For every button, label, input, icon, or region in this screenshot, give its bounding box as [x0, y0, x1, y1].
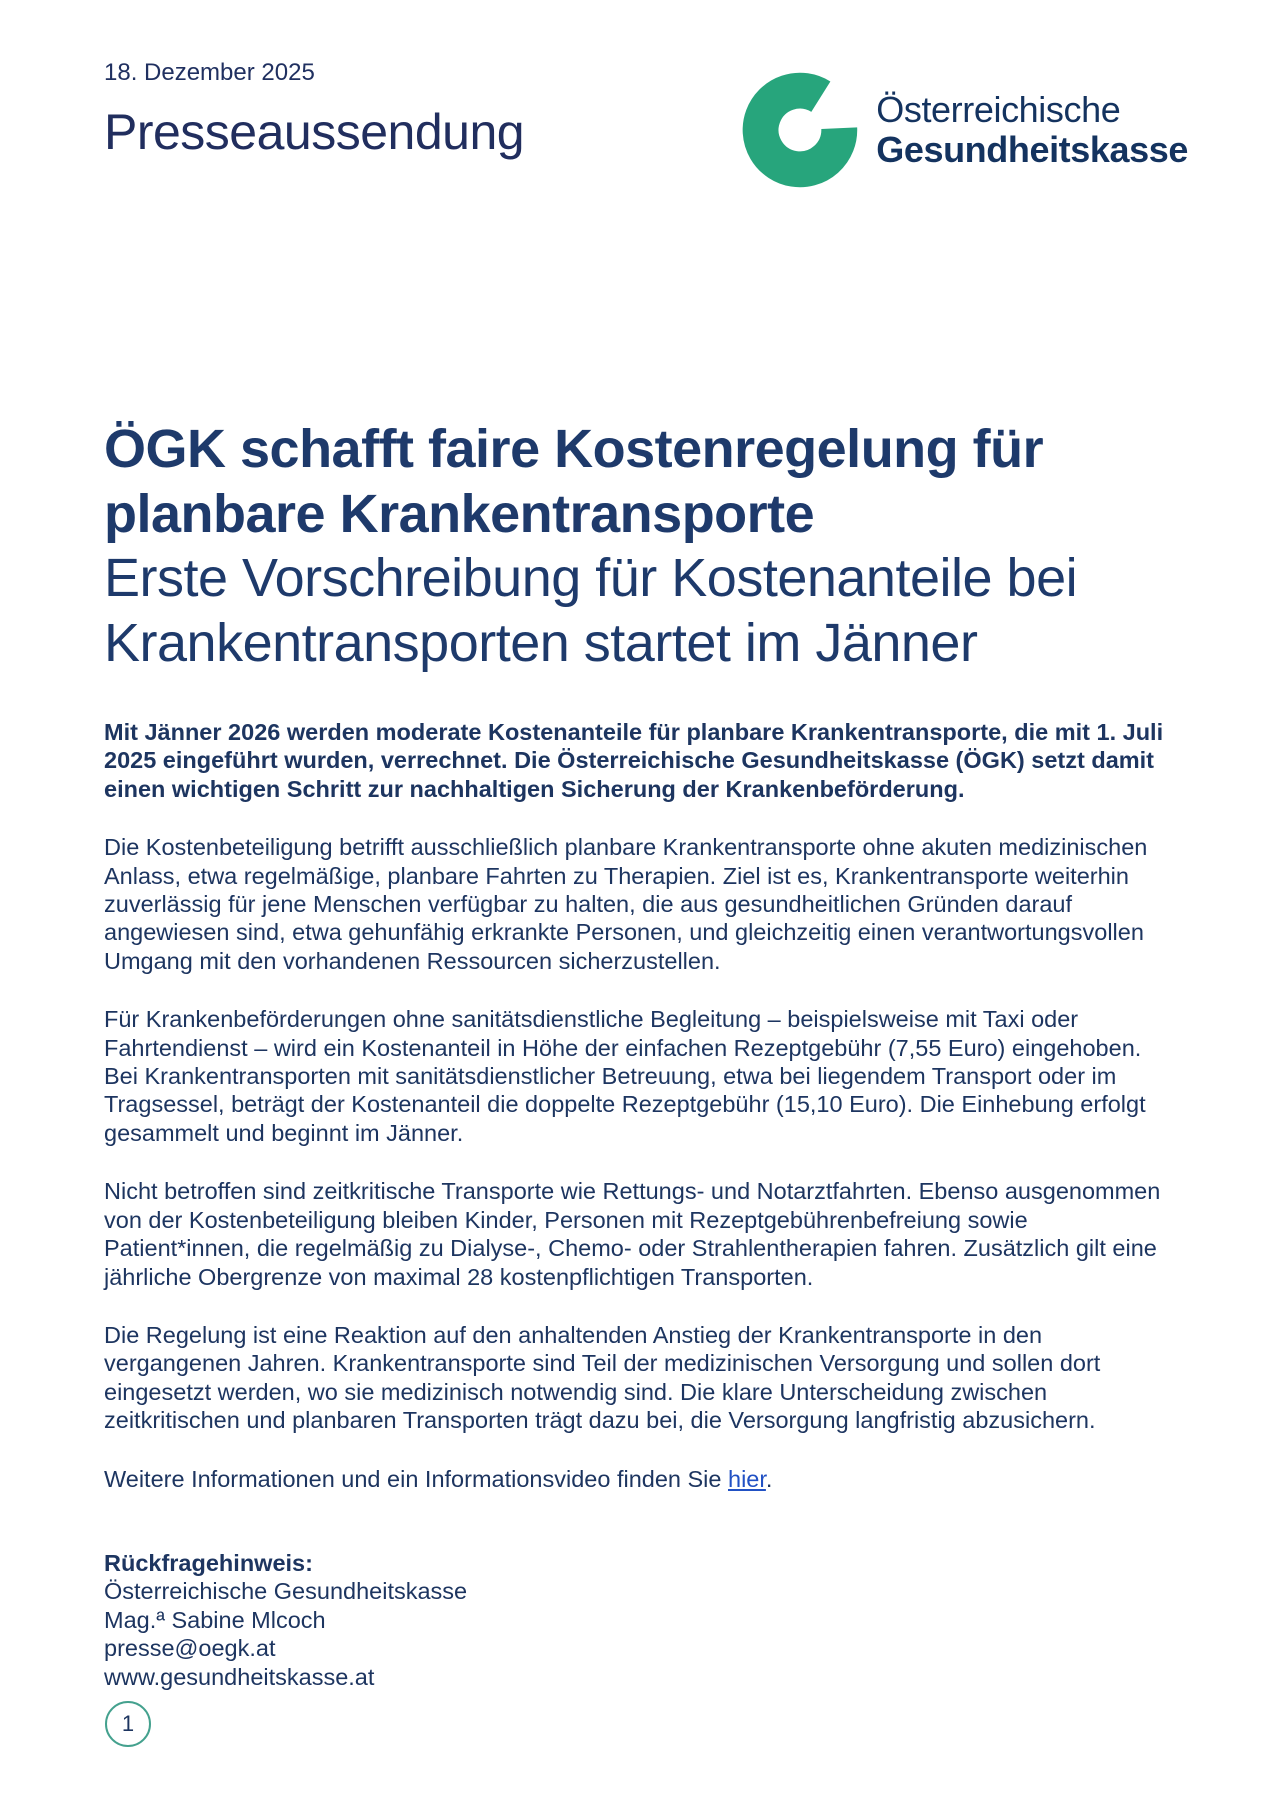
release-date: 18. Dezember 2025	[104, 59, 315, 86]
contact-block	[104, 1549, 1174, 1691]
body-paragraph-4: Die Regelung ist eine Reaktion auf den anhaltenden Anstieg der Krankentransporte in den vergangenen Jahren. Krankentransporte sind Teil der medizinischen Versorgung und sollen dort eingesetzt werden, wo sie medizinisch notwendig sind. Die klare Unterscheidung zwischen zeitkritischen und planbaren Transporten trägt dazu bei, die Versorgung langfristig abzusichern.	[104, 1321, 1101, 1434]
page-header	[104, 56, 1188, 189]
headline-title: ÖGK schafft faire Kostenregelung für planbare Krankentransporte	[104, 419, 1044, 544]
info-link-suffix: .	[765, 1465, 773, 1492]
contact-person: Mag.ª Sabine Mlcoch	[104, 1606, 326, 1633]
body-paragraph-3: Nicht betroffen sind zeitkritische Transporte wie Rettungs- und Notarztfahrten. Ebenso ausgenommen von der Kostenbeteiligung bleiben Kinder, Personen mit Rezeptgebührenbefreiung sowie Patient*innen, die regelmäßig zu Dialyse-, Chemo- oder Strahlentherapien fahren. Zusätzlich gilt eine jährliche Obergrenze von maximal 28 kostenpflichtigen Transporten.	[104, 1178, 1161, 1290]
page-number: 1	[121, 1710, 135, 1736]
header-left	[104, 56, 524, 160]
contact-heading: Rückfragehinweis:	[104, 1549, 313, 1576]
org-name-line2: Gesundheitskasse	[876, 129, 1188, 170]
body-paragraph-2: Für Krankenbeförderungen ohne sanitätsdienstliche Begleitung – beispielsweise mit Taxi oder Fahrtendienst – wird ein Kostenanteil in Höhe der einfachen Rezeptgebühr (7,55 Euro) eingehoben. Bei Krankentransporten mit sanitätsdienstlicher Betreuung, etwa bei liegendem Transport oder im Tragsessel, beträgt der Kostenanteil die doppelte Rezeptgebühr (15,10 Euro). Die Einhebung erfolgt gesammelt und beginnt im Jänner.	[104, 1006, 1146, 1146]
org-name-line1: Österreichische	[876, 89, 1121, 130]
document-type-title: Presseaussendung	[104, 104, 525, 160]
oegk-logo	[738, 71, 1188, 189]
info-link-prefix: Weitere Informationen und ein Informationsvideo finden Sie	[104, 1465, 728, 1492]
contact-organization: Österreichische Gesundheitskasse	[104, 1578, 468, 1605]
oegk-logo-wordmark	[876, 90, 1188, 170]
page-number-badge	[105, 1701, 151, 1747]
lead-paragraph: Mit Jänner 2026 werden moderate Kostenanteile für planbare Krankentransporte, die mit 1. Juli 2025 eingeführt wurden, verrechnet. Die Österreichische Gesundheitskasse (ÖGK) setzt damit einen wichtigen Schritt zur nachhaltigen Sicherung der Krankenbeförderung.	[104, 719, 1164, 802]
contact-email: presse@oegk.at	[104, 1635, 276, 1662]
info-link[interactable]: hier	[728, 1465, 766, 1492]
info-link-line	[104, 1465, 1174, 1493]
body-paragraph-1: Die Kostenbeteiligung betrifft ausschließlich planbare Krankentransporte ohne akuten medizinischen Anlass, etwa regelmäßige, planbare Fahrten zu Therapien. Ziel ist es, Krankentransporte weiterhin zuverlässig für jene Menschen verfügbar zu halten, die aus gesundheitlichen Gründen darauf angewiesen sind, etwa gehunfähig erkrankte Personen, und gleichzeitig einen verantwortungsvollen Umgang mit den vorhandenen Ressourcen sicherzustellen.	[104, 834, 1148, 974]
oegk-g-ring-icon	[738, 71, 862, 189]
headline-block	[104, 417, 1174, 675]
headline-subtitle: Erste Vorschreibung für Kostenanteile bei Krankentransporten startet im Jänner	[104, 548, 1078, 673]
contact-website: www.gesundheitskasse.at	[104, 1663, 375, 1690]
